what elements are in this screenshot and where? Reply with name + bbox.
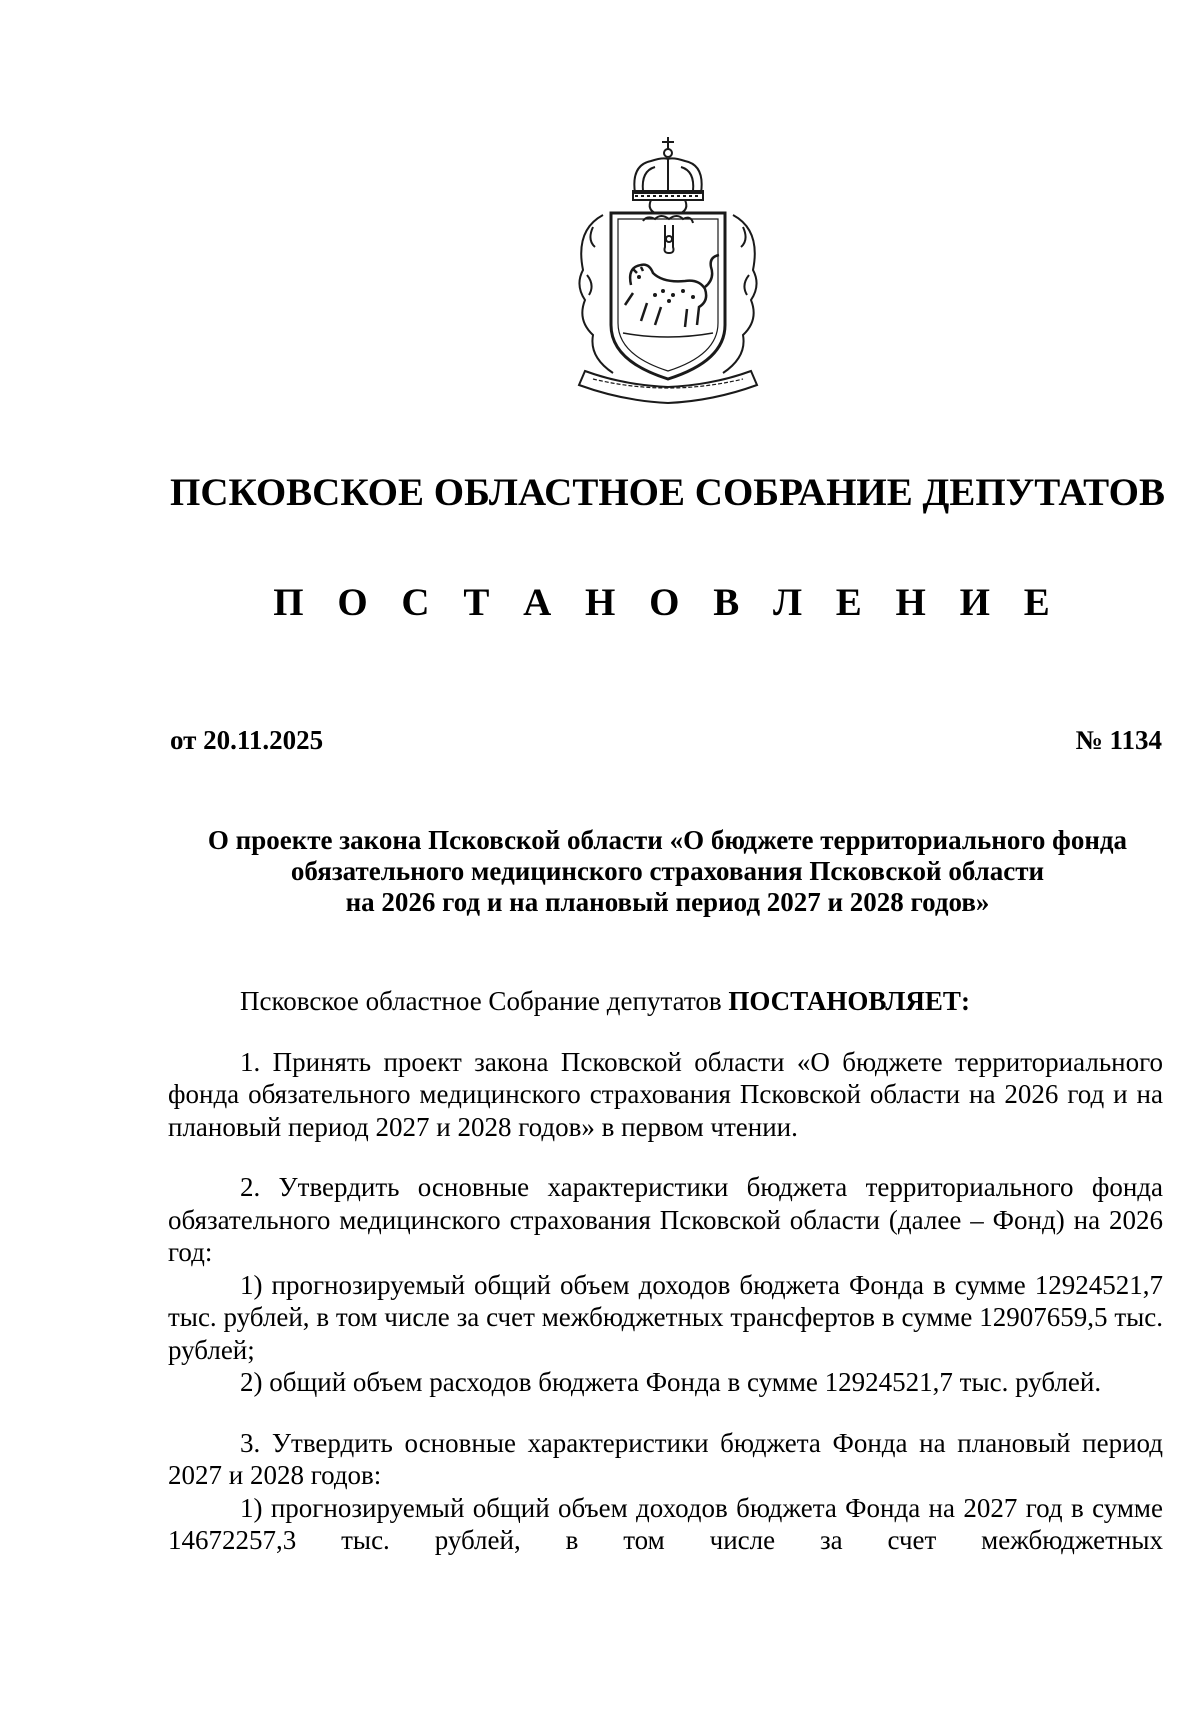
decree-keyword: ПОСТАНОВЛЯЕТ:	[728, 986, 970, 1016]
organization-title: ПСКОВСКОЕ ОБЛАСТНОЕ СОБРАНИЕ ДЕПУТАТОВ	[170, 471, 1165, 514]
subject-line-1: О проекте закона Псковской области «О бюджете территориального фонда	[207, 825, 1128, 855]
paragraph-1: 1. Принять проект закона Псковской области «О бюджете территориального фонда обязательного медицинского страхования Псковской области на 2026 год и на плановый период 2027 и 2028 годов» в первом чтении.	[168, 1046, 1163, 1142]
document-body	[168, 985, 1163, 1557]
document-type-heading: П О С Т А Н О В Л Е Н И Е	[273, 581, 1062, 624]
intro-text: Псковское областное Собрание депутатов	[240, 986, 729, 1016]
coat-of-arms-icon	[563, 135, 773, 407]
document-number: № 1134	[1075, 725, 1162, 755]
paragraph-2-item-1: 1) прогнозируемый общий объем доходов бюджета Фонда в сумме 12924521,7 тыс. рублей, в том числе за счет межбюджетных трансфертов в сумме 12907659,5 тыс. рублей;	[168, 1269, 1163, 1365]
paragraph-2: 2. Утвердить основные характеристики бюджета территориального фонда обязательного медицинского страхования Псковской области (далее – Фонд) на 2026 год:	[168, 1172, 1163, 1267]
coat-of-arms-emblem	[563, 135, 773, 407]
document-date: от 20.11.2025	[170, 725, 324, 755]
paragraph-2-item-2: 2) общий объем расходов бюджета Фонда в сумме 12924521,7 тыс. рублей.	[240, 1367, 1102, 1397]
document-subject	[130, 825, 1200, 918]
subject-line-3: на 2026 год и на плановый период 2027 и 2028 годов»	[345, 887, 990, 917]
paragraph-3-item-1: 1) прогнозируемый общий объем доходов бюджета Фонда на 2027 год в сумме 14672257,3 тыс. рублей, в том числе за счет межбюджетных	[168, 1492, 1163, 1555]
subject-line-2: обязательного медицинского страхования Псковской области	[290, 856, 1045, 886]
intro-paragraph	[168, 985, 1163, 1018]
paragraph-3: 3. Утвердить основные характеристики бюджета Фонда на плановый период 2027 и 2028 годов:	[168, 1427, 1163, 1490]
